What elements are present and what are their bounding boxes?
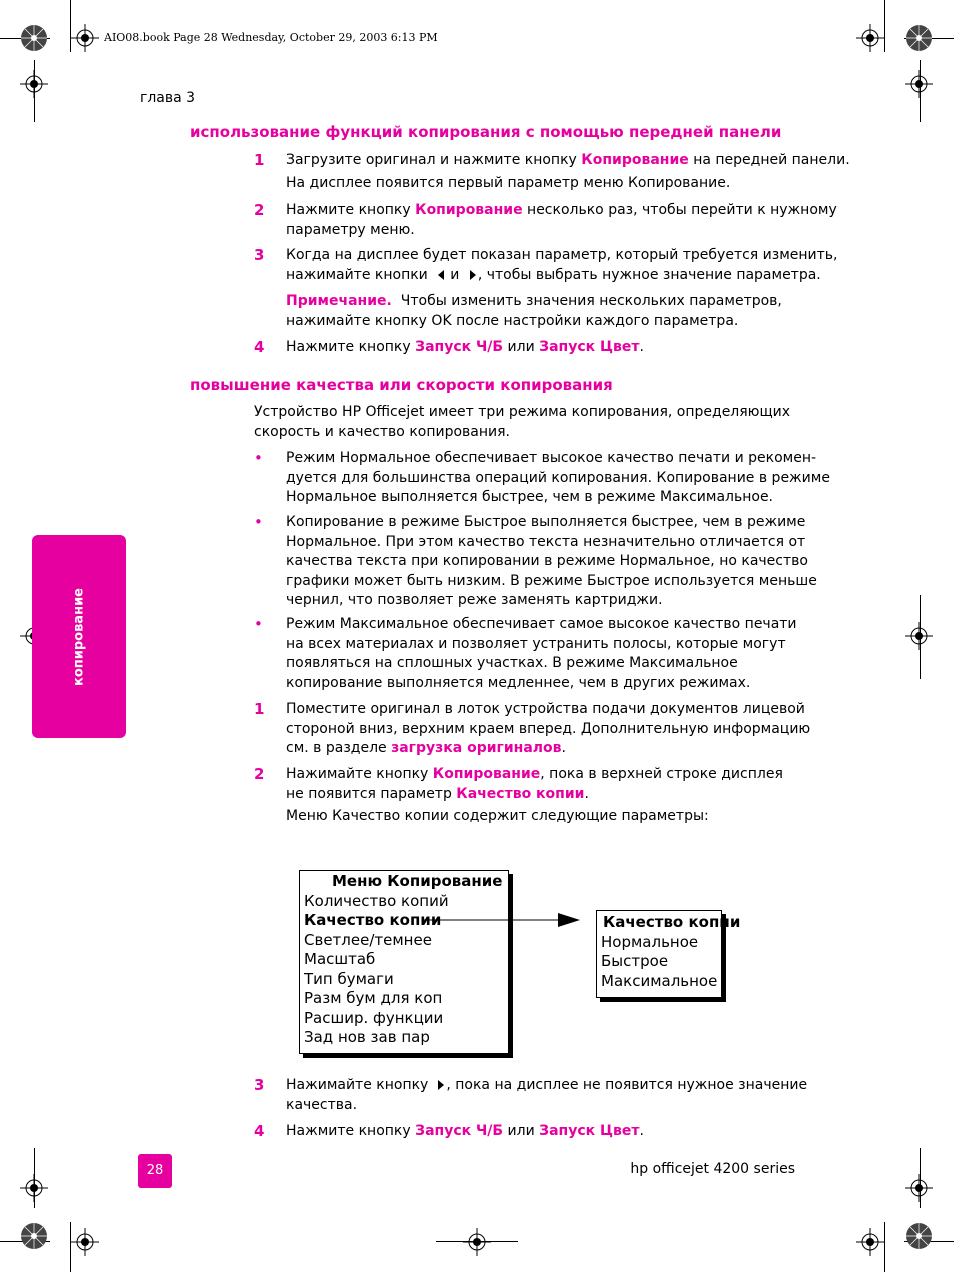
crosshair-mark-icon	[463, 1228, 491, 1256]
right-arrow-icon	[438, 1080, 444, 1090]
bullet-icon: •	[254, 513, 263, 531]
crosshair-mark-icon	[905, 622, 933, 650]
crosshair-mark-icon	[20, 70, 48, 98]
quality-step-3-text: Нажимайте кнопку , пока на дисплее не появится нужное значение качества.	[286, 1077, 808, 1113]
page-number-badge	[138, 1154, 172, 1188]
bullet-icon: •	[254, 615, 263, 633]
quality-step-2-text: Нажимайте кнопку Копирование, пока в верхней строке дисплея не появится параметр Качество копии. Меню Качество копии содержит следующие параметры:	[286, 766, 783, 824]
copy-menu-box	[299, 870, 509, 1054]
crosshair-mark-icon	[905, 70, 933, 98]
registration-target-icon	[20, 1222, 48, 1250]
note-label: Примечание.	[286, 293, 392, 309]
arrow-icon	[424, 912, 580, 928]
crosshair-mark-icon	[856, 1228, 884, 1256]
note: Примечание. Чтобы изменить значения нескольких параметров, нажимайте кнопку OK после настройки каждого параметра.	[286, 293, 782, 329]
step-number: 3	[254, 1076, 265, 1094]
side-tab-label: копирование	[71, 587, 87, 686]
registration-target-icon	[905, 24, 933, 52]
step-4-text: Нажмите кнопку Запуск Ч/Б или Запуск Цвет.	[286, 339, 644, 355]
crop-mark	[884, 1222, 885, 1272]
step-number: 3	[254, 246, 265, 264]
section-intro: Устройство HP Officejet имеет три режима копирования, определяющих скорость и качество копирования.	[254, 404, 791, 440]
menu-item-selected: Качество копии	[304, 911, 442, 929]
registration-target-icon	[20, 24, 48, 52]
menu-item: Светлее/темнее	[304, 930, 432, 949]
bullet-text: Режим Нормальное обеспечивает высокое качество печати и рекомен- дуется для большинства операций копирования. Копирование в режиме Нормальное выполняется быстрее, чем в режиме Максимальное.	[286, 450, 830, 505]
left-arrow-icon	[438, 270, 444, 280]
copy-menu-title: Меню Копирование	[332, 872, 503, 890]
link-loading-originals[interactable]: загрузка оригиналов	[391, 740, 562, 756]
quality-step-1-text: Поместите оригинал в лоток устройства подачи документов лицевой стороной вниз, верхним краем вперед. Дополнительную информацию см. в разделе загрузка оригиналов.	[286, 701, 811, 756]
step-number: 4	[254, 338, 265, 356]
step-2-text: Нажмите кнопку Копирование несколько раз, чтобы перейти к нужному параметру меню.	[286, 202, 837, 238]
menu-item: Тип бумаги	[304, 969, 394, 988]
page-number: 28	[146, 1163, 164, 1178]
menu-item: Зад нов зав пар	[304, 1028, 430, 1046]
side-tab	[32, 535, 126, 738]
crop-mark	[884, 0, 885, 52]
crop-mark	[436, 1241, 518, 1242]
step-number: 4	[254, 1122, 265, 1140]
menu-item: Расшир. функции	[304, 1008, 444, 1027]
copy-button-ref: Копирование	[415, 202, 523, 218]
copy-button-ref: Копирование	[581, 152, 689, 168]
crosshair-mark-icon	[905, 1174, 933, 1202]
product-name: hp officejet 4200 series	[630, 1161, 795, 1177]
section-title-front-panel: использование функций копирования с помощью передней панели	[190, 123, 782, 141]
quality-option: Максимальное	[601, 971, 718, 990]
book-stamp: AIO08.book Page 28 Wednesday, October 29, 2003 6:13 PM	[104, 31, 438, 44]
crosshair-mark-icon	[71, 1228, 99, 1256]
step-number: 2	[254, 201, 265, 219]
crosshair-mark-icon	[71, 24, 99, 52]
crosshair-mark-icon	[20, 1174, 48, 1202]
right-arrow-icon	[470, 270, 476, 280]
menu-item: Количество копий	[304, 891, 449, 910]
quality-menu-box	[596, 910, 741, 998]
step-3-text: Когда на дисплее будет показан параметр, который требуется изменить, нажимайте кнопки и , чтобы выбрать нужное значение параметра.	[286, 247, 838, 283]
step-number: 1	[254, 700, 265, 718]
bullet-text: Копирование в режиме Быстрое выполняется быстрее, чем в режиме Нормальное. При этом качество текста незначительно отличается от качества текста при копировании в режиме Нормальное, но качество графики может быть низким. В режиме Быстрое используется меньше чернил, что позволяет реже заменять картриджи.	[286, 514, 817, 608]
menu-item: Разм бум для коп	[304, 989, 443, 1007]
quality-step-4-text: Нажмите кнопку Запуск Ч/Б или Запуск Цвет.	[286, 1123, 644, 1139]
bullet-text: Режим Максимальное обеспечивает самое высокое качество печати на всех материалах и позволяет устранить полосы, которые могут появляться на сплошных участках. В режиме Максимальное копирование выполняется медленнее, чем в других режимах.	[286, 616, 797, 691]
registration-target-icon	[905, 1222, 933, 1250]
bullet-icon: •	[254, 449, 263, 467]
step-1-text: Загрузите оригинал и нажмите кнопку Копирование на передней панели. На дисплее появится первый параметр меню Копирование.	[286, 152, 850, 191]
section-title-quality: повышение качества или скорости копирования	[190, 376, 613, 394]
quality-menu-title: Качество копии	[603, 913, 741, 931]
quality-option: Нормальное	[601, 932, 699, 951]
menu-item: Масштаб	[304, 950, 376, 968]
step-number: 2	[254, 765, 265, 783]
crosshair-mark-icon	[856, 24, 884, 52]
chapter-label: глава 3	[140, 90, 196, 106]
step-number: 1	[254, 151, 265, 169]
quality-option: Быстрое	[601, 952, 669, 970]
